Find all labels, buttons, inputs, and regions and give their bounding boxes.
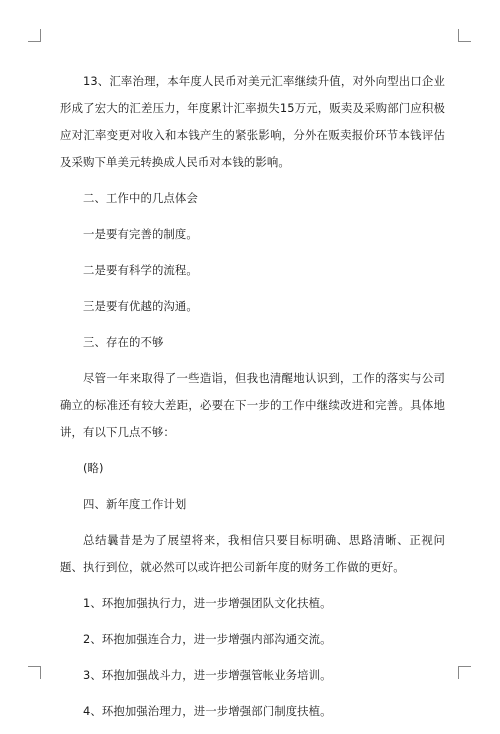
crop-mark-bottom-right <box>458 666 471 679</box>
list-item: 3、环抱加强战斗力，进一步增强管帐业务培训。 <box>83 668 332 682</box>
section-heading-experience: 二、工作中的几点体会 <box>83 191 198 205</box>
list-item: 二是要有科学的流程。 <box>83 263 198 277</box>
crop-mark-top-left <box>28 29 41 42</box>
list-item: 三是要有优越的沟通。 <box>83 299 198 313</box>
crop-mark-top-right <box>458 29 471 42</box>
paragraph-exchange-rate: 13、汇率治理，本年度人民币对美元汇率继续升值，对外向型出口企业形成了宏大的汇差压力，年度累计汇率损失15万元，贩卖及采购部门应积极应对汇率变更对收入和本钱产生的紧张影响，分外在贩卖报价环节本钱评估及采购下单美元转换成人民币对本钱的影响。 <box>60 74 445 169</box>
list-item: 2、环抱加强连合力，进一步增强内部沟通交流。 <box>83 632 332 646</box>
list-item: 4、环抱加强治理力，进一步增强部门制度扶植。 <box>83 704 332 718</box>
paragraph-shortcomings: 尽管一年来取得了一些造诣，但我也清醒地认识到，工作的落实与公司确立的标准还有较大差距，必要在下一步的工作中继续改进和完善。具体地讲，有以下几点不够： <box>60 371 445 439</box>
list-item: 一是要有完善的制度。 <box>83 227 198 241</box>
document-body <box>60 68 445 734</box>
list-item: 1、环抱加强执行力，进一步增强团队文化扶植。 <box>83 596 332 610</box>
section-heading-plan: 四、新年度工作计划 <box>83 497 187 511</box>
paragraph-omitted: (略) <box>83 461 104 475</box>
section-heading-shortcomings: 三、存在的不够 <box>83 335 164 349</box>
crop-mark-bottom-left <box>28 666 41 679</box>
paragraph-summary: 总结曩昔是为了展望将来，我相信只要目标明确、思路清晰、正视问题、执行到位，就必然可以或许把公司新年度的财务工作做的更好。 <box>60 533 445 574</box>
